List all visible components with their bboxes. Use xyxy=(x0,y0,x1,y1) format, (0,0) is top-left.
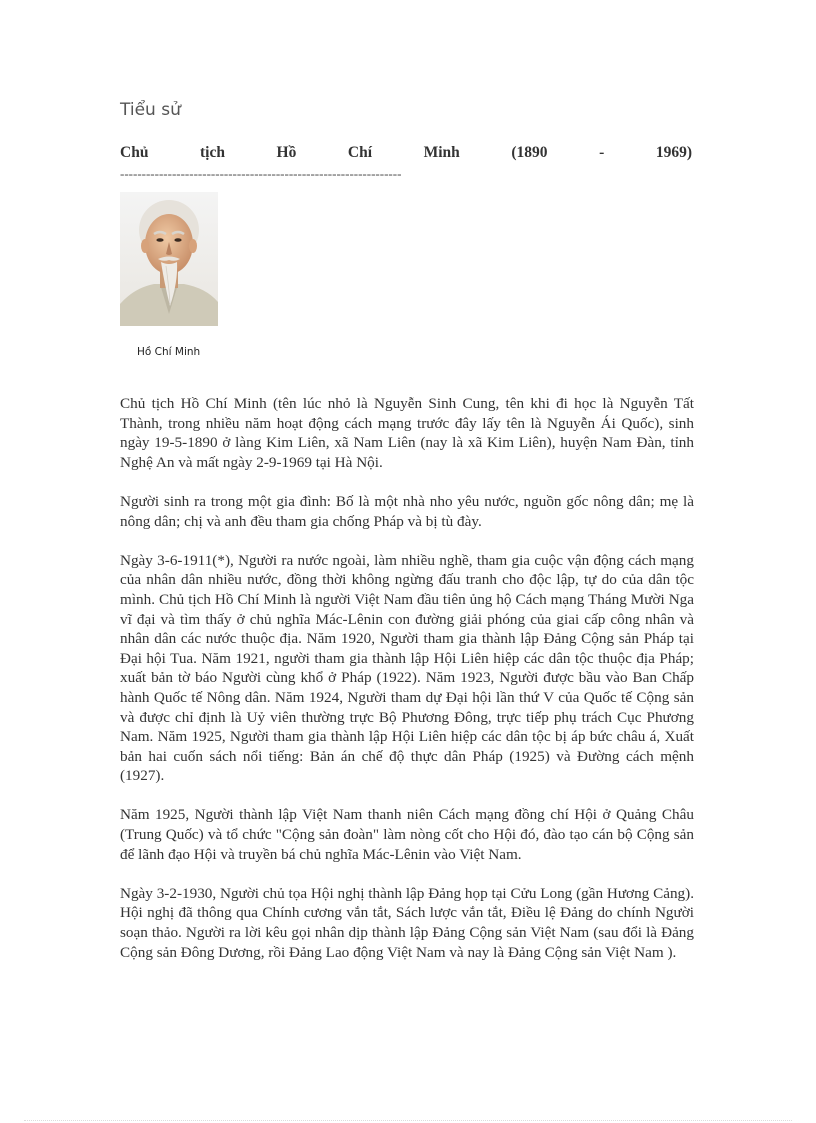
photo-caption: Hồ Chí Minh xyxy=(137,346,201,358)
biography-text xyxy=(120,394,694,982)
page-title: Tiểu sử xyxy=(120,100,181,120)
paragraph: Chủ tịch Hồ Chí Minh (tên lúc nhỏ là Nguyễn Sinh Cung, tên khi đi học là Nguyễn Tất Thành, trong nhiều năm hoạt động cách mạng trước đây lấy tên là Nguyễn Ái Quốc), sinh ngày 19-5-1890 ở làng Kim Liên, xã Nam Liên (nay là xã Kim Liên), huyện Nam Đàn, tỉnh Nghệ An và mất ngày 2-9-1969 tại Hà Nội. xyxy=(120,395,694,471)
paragraph: Năm 1925, Người thành lập Việt Nam thanh niên Cách mạng đồng chí Hội ở Quảng Châu (Trung Quốc) và tổ chức "Cộng sản đoàn" làm nòng cốt cho Hội đó, đào tạo cán bộ Cộng sản để lãnh đạo Hội và truyền bá chủ nghĩa Mác-Lênin vào Việt Nam. xyxy=(120,806,694,863)
paragraph: Ngày 3-6-1911(*), Người ra nước ngoài, làm nhiều nghề, tham gia cuộc vận động cách mạng của nhân dân nhiều nước, đồng thời không ngừng đấu tranh cho độc lập, tự do của dân tộc mình. Chủ tịch Hồ Chí Minh là người Việt Nam đầu tiên ủng hộ Cách mạng Tháng Mười Nga vĩ đại và tìm thấy ở chủ nghĩa Mác-Lênin con đường giải phóng của giai cấp công nhân và nhân dân các nước thuộc địa. Năm 1920, Người tham gia thành lập Đảng Cộng sản Pháp tại Đại hội Tua. Năm 1921, người tham gia thành lập Hội Liên hiệp các dân tộc thuộc địa Pháp; xuất bản tờ báo Người cùng khổ ở Pháp (1922). Năm 1923, Người được bầu vào Ban Chấp hành Quốc tế Nông dân. Năm 1924, Người tham dự Đại hội lần thứ V của Quốc tế Cộng sản và được chỉ định là Uỷ viên thường trực Bộ Phương Đông, trực tiếp phụ trách Cục Phương Nam. Năm 1925, Người tham gia thành lập Hội Liên hiệp các dân tộc bị áp bức châu á, Xuất bản hai cuốn sách nổi tiếng: Bản án chế độ thực dân Pháp (1925) và Đường cách mệnh (1927). xyxy=(120,551,694,785)
portrait-photo xyxy=(120,192,218,326)
heading-word: (1890 xyxy=(511,144,548,161)
heading-word: Hồ xyxy=(276,144,297,161)
dashed-separator: ----------------------------------------------------------------- xyxy=(120,166,402,181)
paragraph: Ngày 3-2-1930, Người chủ tọa Hội nghị thành lập Đảng họp tại Cửu Long (gần Hương Cảng). Hội nghị đã thông qua Chính cương vắn tắt, Sách lược vắn tắt, Điều lệ Đảng do chính Người soạn thảo. Người ra lời kêu gọi nhân dịp thành lập Đảng Cộng sản Việt Nam (sau đổi là Đảng Cộng sản Đông Dương, rồi Đảng Lao động Việt Nam và nay là Đảng Cộng sản Việt Nam ). xyxy=(120,884,694,961)
heading-word: tịch xyxy=(200,144,225,161)
page-bottom-border xyxy=(24,1120,792,1121)
paragraph: Người sinh ra trong một gia đình: Bố là một nhà nho yêu nước, nguồn gốc nông dân; mẹ là nông dân; chị và anh đều tham gia chống Pháp và bị tù đày. xyxy=(120,492,694,530)
heading-word: Chủ xyxy=(120,144,149,161)
heading-word: 1969) xyxy=(655,144,692,161)
heading-word: Chí xyxy=(347,144,373,161)
document-heading xyxy=(120,144,692,162)
heading-word: - xyxy=(599,144,605,161)
heading-word: Minh xyxy=(423,144,460,161)
